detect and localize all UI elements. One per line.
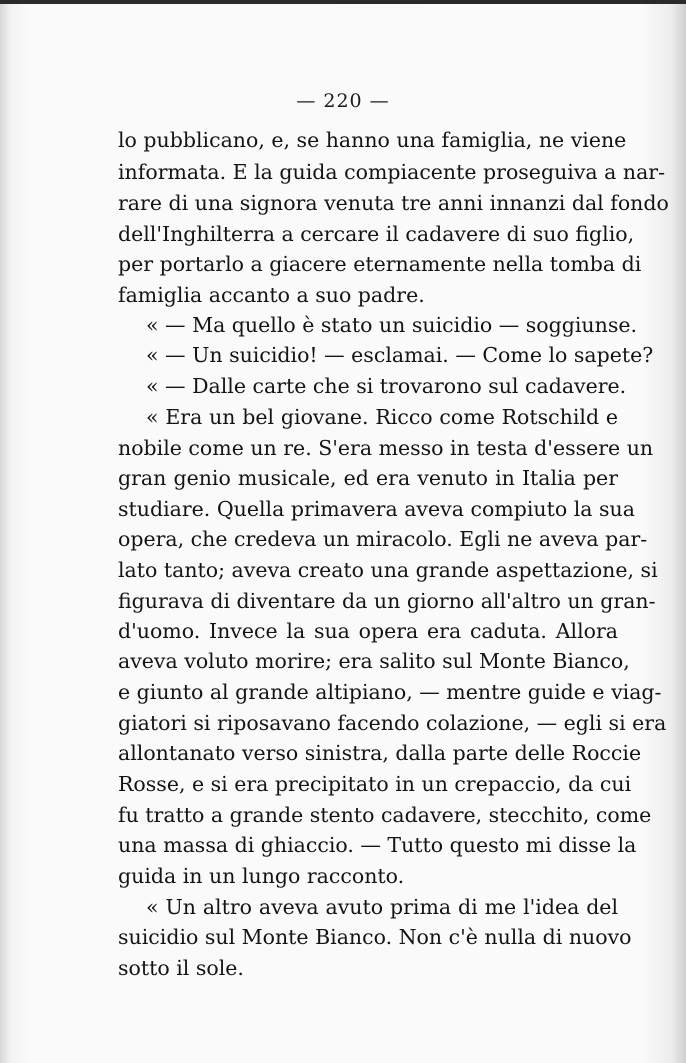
text-line: informata. E la guida compiacente proseguiva a nar- bbox=[118, 160, 666, 184]
text-line: « — Ma quello è stato un suicidio — soggiunse. bbox=[146, 313, 637, 337]
text-line: « Era un bel giovane. Ricco come Rotschild e bbox=[146, 405, 618, 429]
text-line: gran genio musicale, ed era venuto in Italia per bbox=[118, 466, 618, 490]
text-line: per portarlo a giacere eternamente nella tomba di bbox=[118, 252, 642, 276]
page-top-edge bbox=[0, 0, 686, 4]
text-line: d'uomo. Invece la sua opera era caduta. Allora bbox=[118, 619, 618, 643]
text-line: nobile come un re. S'era messo in testa d'essere un bbox=[118, 436, 654, 460]
text-line: lato tanto; aveva creato una grande aspettazione, si bbox=[118, 558, 658, 582]
text-line: giatori si riposavano facendo colazione, — egli si era bbox=[118, 711, 667, 735]
text-line: allontanato verso sinistra, dalla parte delle Roccie bbox=[118, 741, 642, 765]
text-line: suicidio sul Monte Bianco. Non c'è nulla di nuovo bbox=[118, 925, 632, 949]
text-line: « — Dalle carte che si trovarono sul cadavere. bbox=[146, 374, 627, 398]
text-line: lo pubblicano, e, se hanno una famiglia, ne viene bbox=[118, 128, 627, 152]
text-line: opera, che credeva un miracolo. Egli ne aveva par- bbox=[118, 527, 648, 551]
text-line: rare di una signora venuta tre anni innanzi dal fondo bbox=[118, 191, 669, 215]
text-line: dell'Inghilterra a cercare il cadavere di suo figlio, bbox=[118, 222, 635, 246]
text-line: studiare. Quella primavera aveva compiuto la sua bbox=[118, 497, 635, 521]
text-line: guida in un lungo racconto. bbox=[118, 864, 405, 888]
text-line: aveva voluto morire; era salito sul Monte Bianco, bbox=[118, 649, 630, 673]
text-line: fu tratto a grande stento cadavere, stecchito, come bbox=[118, 803, 652, 827]
text-line: « Un altro aveva avuto prima di me l'idea del bbox=[146, 895, 618, 919]
text-line: figurava di diventare da un giorno all'altro un gran- bbox=[118, 589, 656, 613]
text-line: famiglia accanto a suo padre. bbox=[118, 283, 425, 307]
text-line: « — Un suicidio! — esclamai. — Come lo sapete? bbox=[146, 343, 654, 367]
text-line: sotto il sole. bbox=[118, 956, 244, 980]
page-number: — 220 — bbox=[296, 90, 390, 112]
text-line: una massa di ghiaccio. — Tutto questo mi disse la bbox=[118, 833, 637, 857]
text-line: Rosse, e si era precipitato in un crepaccio, da cui bbox=[118, 772, 632, 796]
text-line: e giunto al grande altipiano, — mentre guide e viag- bbox=[118, 680, 662, 704]
